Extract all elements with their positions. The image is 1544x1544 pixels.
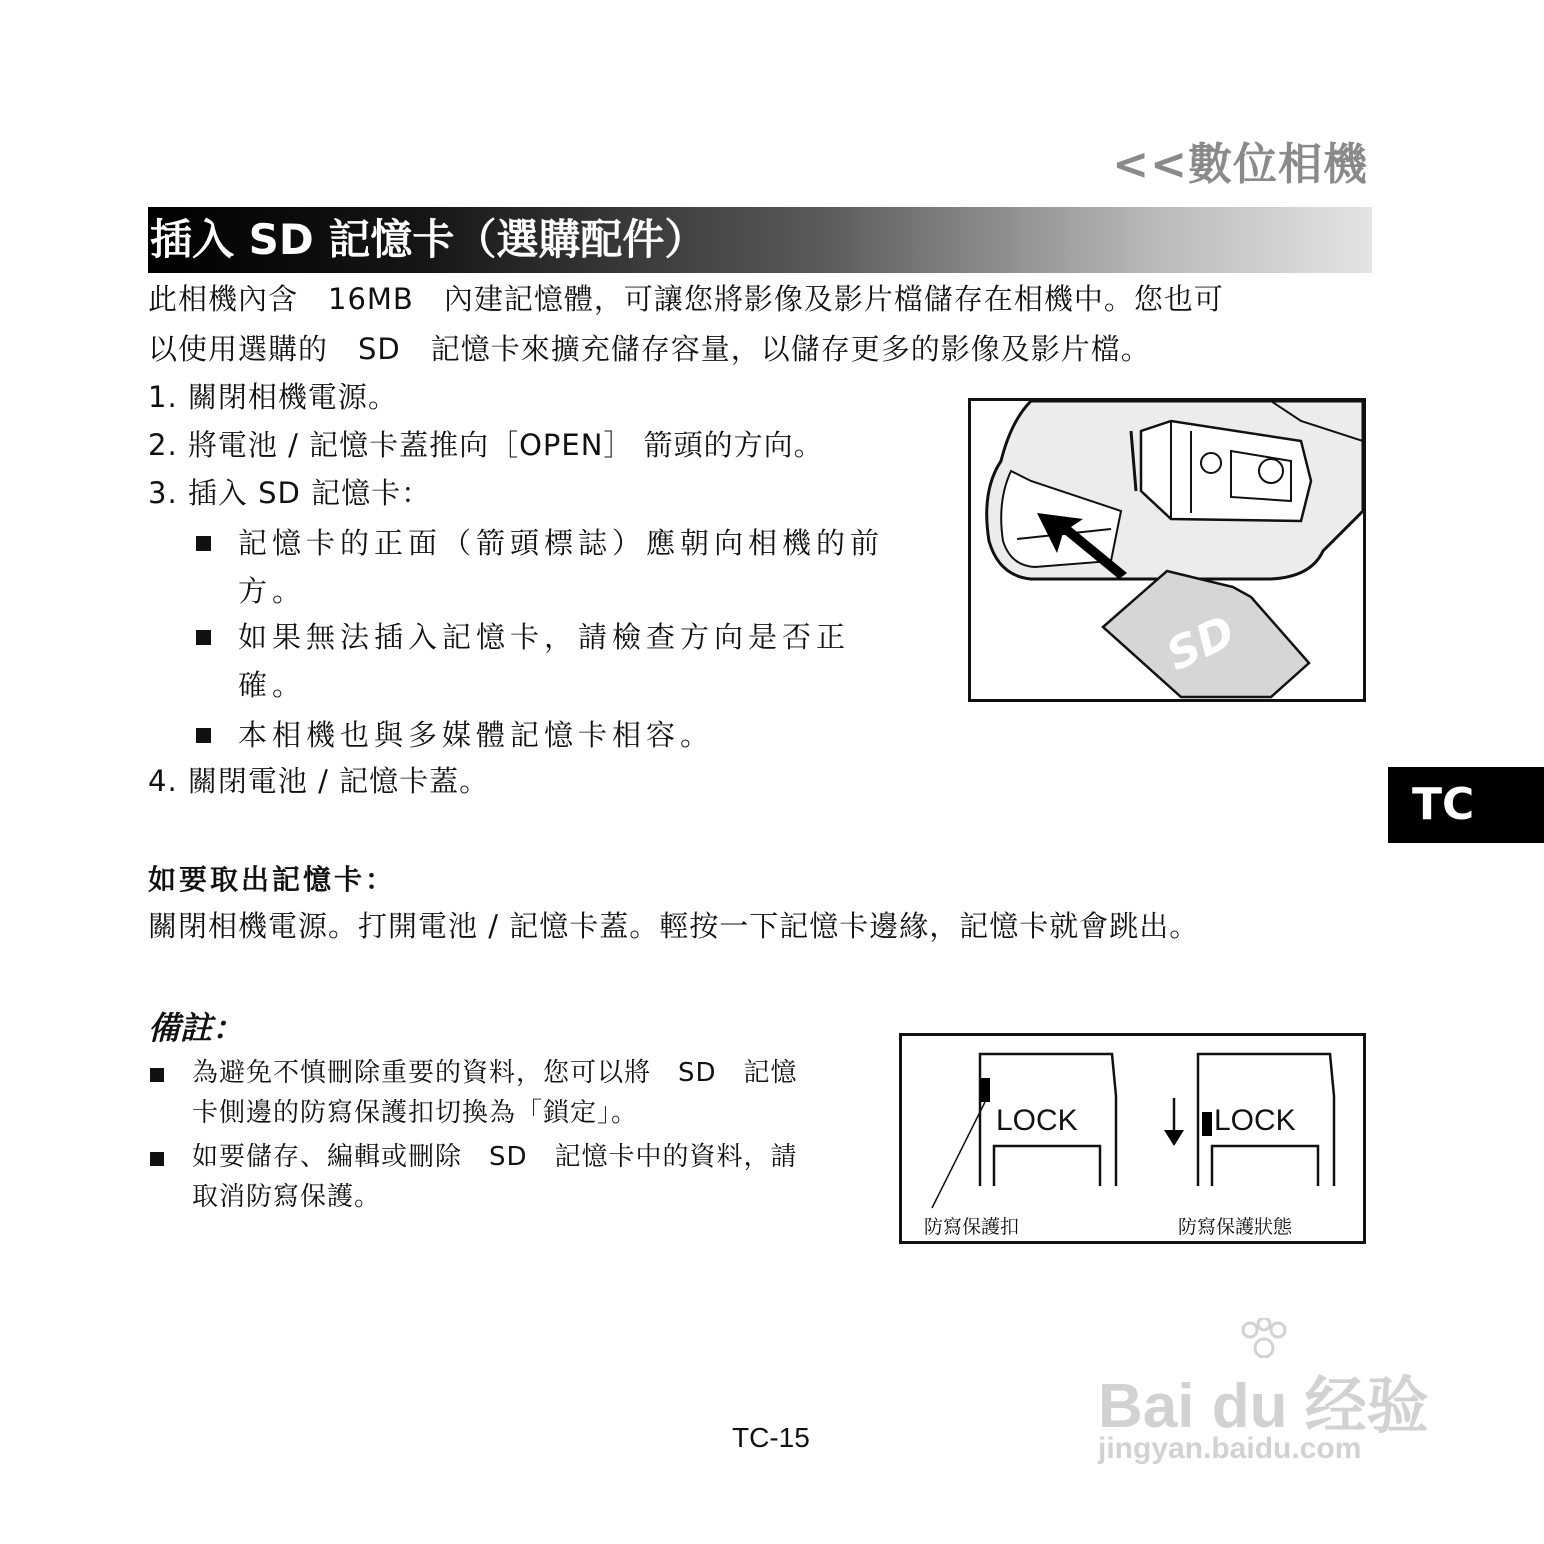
lock-label-left: LOCK xyxy=(996,1104,1078,1137)
step-4: 4. 關閉電池 / 記憶卡蓋。 xyxy=(148,764,490,798)
watermark-url: jingyan.baidu.com xyxy=(1098,1432,1362,1465)
step-2: 2. 將電池 / 記憶卡蓋推向［OPEN］ 箭頭的方向。 xyxy=(148,428,824,462)
section-header: <<數位相機 xyxy=(1112,139,1368,190)
note-1-line-1: 為避免不慎刪除重要的資料，您可以將 SD 記憶 xyxy=(192,1058,798,1088)
paw-icon xyxy=(1238,1318,1290,1358)
note-2-line-2: 取消防寫保護。 xyxy=(192,1182,382,1212)
bullet-marker xyxy=(196,630,211,645)
lock-label-right: LOCK xyxy=(1214,1104,1296,1137)
language-tab[interactable]: TC xyxy=(1388,767,1544,843)
intro-line-1: 此相機內含 16MB 內建記憶體，可讓您將影像及影片檔儲存在相機中。您也可 xyxy=(148,282,1224,316)
step-1: 1. 關閉相機電源。 xyxy=(148,380,398,414)
caption-write-protect-switch: 防寫保護扣 xyxy=(924,1216,1020,1238)
note-2-line-1: 如要儲存、編輯或刪除 SD 記憶卡中的資料，請 xyxy=(192,1142,798,1172)
bullet-marker xyxy=(150,1068,164,1082)
watermark-brand: Bai du 经验 xyxy=(1098,1372,1429,1441)
intro-line-2: 以使用選購的 SD 記憶卡來擴充儲存容量，以儲存更多的影像及影片檔。 xyxy=(148,332,1151,366)
bullet-1-line-1: 記憶卡的正面（箭頭標誌）應朝向相機的前 xyxy=(238,526,885,560)
bullet-marker xyxy=(196,728,211,743)
remove-card-heading: 如要取出記憶卡： xyxy=(148,863,397,896)
camera-slot-drawing xyxy=(971,401,1363,699)
sd-logo: SD xyxy=(1159,606,1243,682)
note-1-line-2: 卡側邊的防寫保護扣切換為「鎖定」。 xyxy=(192,1098,639,1128)
step-3: 3. 插入 SD 記憶卡： xyxy=(148,476,432,510)
page-number: TC-15 xyxy=(732,1422,810,1453)
sd-lock-drawing xyxy=(902,1036,1363,1241)
bullet-marker xyxy=(196,536,211,551)
bullet-2-line-1: 如果無法插入記憶卡，請檢查方向是否正 xyxy=(238,620,851,654)
bullet-marker xyxy=(150,1152,164,1166)
page-title: 插入 SD 記憶卡（選購配件） xyxy=(150,215,707,264)
bullet-2-line-2: 確。 xyxy=(238,668,307,702)
caption-write-protect-state: 防寫保護狀態 xyxy=(1178,1216,1293,1238)
sd-insert-illustration xyxy=(968,398,1366,702)
bullet-1-line-2: 方。 xyxy=(238,574,307,608)
write-protect-figure xyxy=(899,1033,1366,1244)
note-heading: 備註： xyxy=(148,1009,245,1047)
remove-card-text: 關閉相機電源。打開電池 / 記憶卡蓋。輕按一下記憶卡邊緣，記憶卡就會跳出。 xyxy=(148,909,1200,943)
bullet-3: 本相機也與多媒體記憶卡相容。 xyxy=(238,718,715,752)
